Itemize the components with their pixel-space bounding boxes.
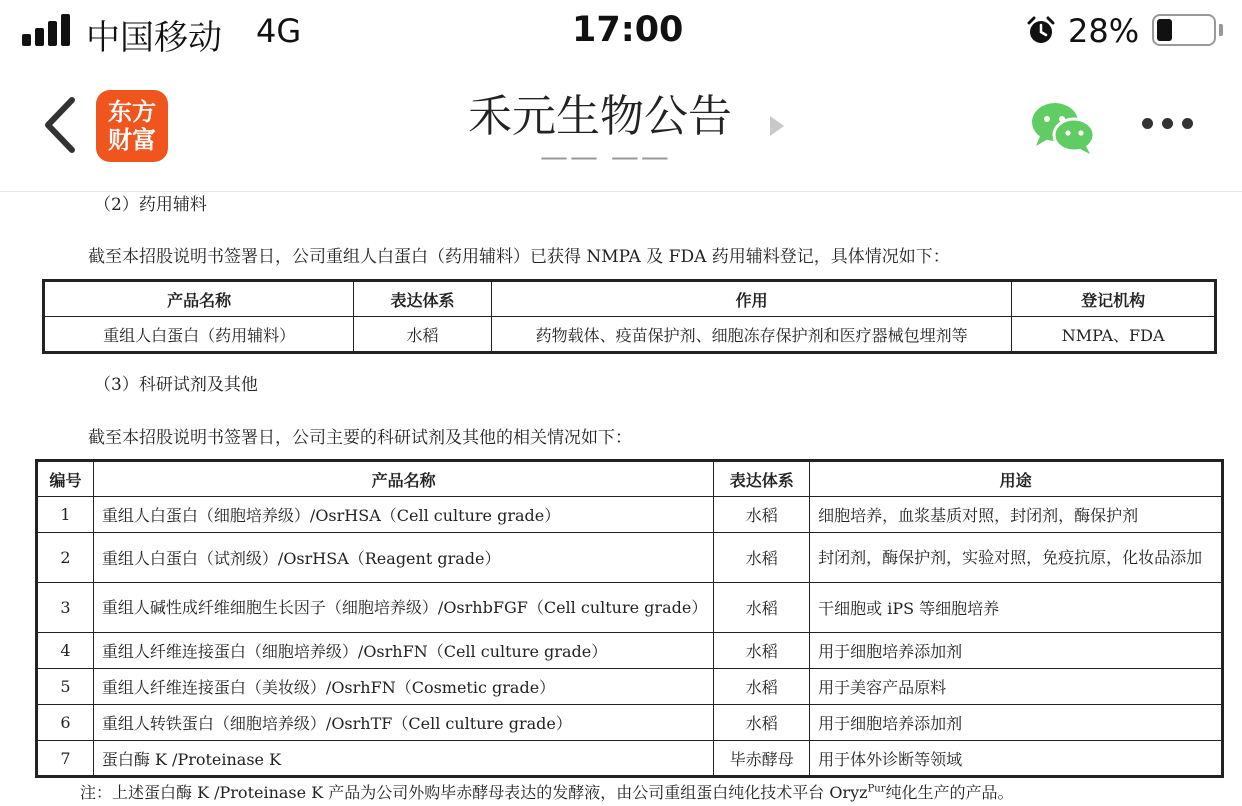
table-cell: 1 xyxy=(37,497,94,533)
table-cell: 重组人转铁蛋白（细胞培养级）/OsrhTF（Cell culture grade） xyxy=(93,705,713,741)
table-cell: 细胞培养，血浆基质对照，封闭剂，酶保护剂 xyxy=(810,497,1223,533)
table-header: 用途 xyxy=(810,461,1223,497)
table-cell: 重组人碱性成纤维细胞生长因子（细胞培养级）/OsrhbFGF（Cell culture grade） xyxy=(93,583,713,633)
table-cell: 水稻 xyxy=(714,533,810,583)
table-cell: 重组人白蛋白（细胞培养级）/OsrHSA（Cell culture grade） xyxy=(93,497,713,533)
table-cell: 3 xyxy=(37,583,94,633)
table-footnote xyxy=(80,780,1014,803)
table-cell: 重组人白蛋白（药用辅料） xyxy=(44,317,354,353)
status-time: 17:00 xyxy=(572,10,684,50)
table-header: 产品名称 xyxy=(93,461,713,497)
table-header-row xyxy=(37,461,1223,497)
table-cell: 重组人白蛋白（试剂级）/OsrHSA（Reagent grade） xyxy=(93,533,713,583)
more-options-icon[interactable] xyxy=(1140,114,1196,134)
table-cell: 水稻 xyxy=(354,317,492,353)
table-cell: NMPA、FDA xyxy=(1012,317,1216,353)
table-cell: 5 xyxy=(37,669,94,705)
footnote-superscript: Pur xyxy=(867,783,886,795)
table-row xyxy=(37,705,1223,741)
table-row xyxy=(37,533,1223,583)
status-bar xyxy=(0,0,1242,66)
table-cell: 用于细胞培养添加剂 xyxy=(810,705,1223,741)
page-subtitle: —— —— xyxy=(540,140,671,173)
table-row xyxy=(37,633,1223,669)
logo-line-2: 财富 xyxy=(108,125,156,154)
battery-fill xyxy=(1157,19,1172,41)
table-row xyxy=(37,741,1223,777)
table-cell: 用于细胞培养添加剂 xyxy=(810,633,1223,669)
table-cell: 水稻 xyxy=(714,669,810,705)
footnote-text: 注：上述蛋白酶 K /Proteinase K 产品为公司外购毕赤酵母表达的发酵液，由公司重组蛋白纯化技术平台 Oryz xyxy=(80,783,868,802)
table-header: 表达体系 xyxy=(354,281,492,317)
logo-line-1: 东方 xyxy=(108,97,156,126)
nav-bar xyxy=(0,66,1242,192)
table-header: 作用 xyxy=(491,281,1012,317)
table-cell: 7 xyxy=(37,741,94,777)
table-cell: 用于体外诊断等领域 xyxy=(810,741,1223,777)
table-header: 编号 xyxy=(37,461,94,497)
table-cell: 干细胞或 iPS 等细胞培养 xyxy=(810,583,1223,633)
table-cell: 用于美容产品原料 xyxy=(810,669,1223,705)
title-arrow-icon[interactable] xyxy=(770,116,784,136)
table-cell: 重组人纤维连接蛋白（美妆级）/OsrhFN（Cosmetic grade） xyxy=(93,669,713,705)
footnote-text-end: 纯化生产的产品。 xyxy=(885,783,1014,802)
table-header: 产品名称 xyxy=(44,281,354,317)
page-title[interactable]: 禾元生物公告 xyxy=(468,91,732,142)
section-intro-2: 截至本招股说明书签署日，公司重组人白蛋白（药用辅料）已获得 NMPA 及 FDA 药用辅料登记，具体情况如下： xyxy=(88,247,950,267)
table-cell: 4 xyxy=(37,633,94,669)
table-cell: 水稻 xyxy=(714,583,810,633)
excipient-table xyxy=(42,279,1217,354)
wechat-icon[interactable] xyxy=(1030,100,1096,156)
table-cell: 2 xyxy=(37,533,94,583)
table-cell: 水稻 xyxy=(714,705,810,741)
table-row xyxy=(37,497,1223,533)
battery-tip xyxy=(1219,24,1223,36)
document-body xyxy=(0,192,1242,806)
carrier-name: 中国移动 xyxy=(86,18,222,58)
table-header: 登记机构 xyxy=(1012,281,1216,317)
table-cell: 封闭剂，酶保护剂，实验对照，免疫抗原，化妆品添加 xyxy=(810,533,1223,583)
table-cell: 药物载体、疫苗保护剂、细胞冻存保护剂和医疗器械包埋剂等 xyxy=(491,317,1012,353)
table-cell: 重组人纤维连接蛋白（细胞培养级）/OsrhFN（Cell culture grade） xyxy=(93,633,713,669)
table-row xyxy=(37,669,1223,705)
battery-percent: 28% xyxy=(1068,12,1140,50)
table-cell: 水稻 xyxy=(714,633,810,669)
back-chevron-icon[interactable] xyxy=(40,96,80,154)
table-header: 表达体系 xyxy=(714,461,810,497)
table-header-row xyxy=(44,281,1216,317)
alarm-clock-icon xyxy=(1026,16,1056,46)
table-cell: 蛋白酶 K /Proteinase K xyxy=(93,741,713,777)
table-row xyxy=(44,317,1216,353)
section-heading-2: （2）药用辅料 xyxy=(94,195,207,215)
section-heading-3: （3）科研试剂及其他 xyxy=(94,375,258,395)
signal-strength-icon xyxy=(22,14,74,46)
table-cell: 6 xyxy=(37,705,94,741)
network-type: 4G xyxy=(256,12,302,50)
section-intro-3: 截至本招股说明书签署日，公司主要的科研试剂及其他的相关情况如下： xyxy=(88,428,632,448)
table-cell: 毕赤酵母 xyxy=(714,741,810,777)
table-row xyxy=(37,583,1223,633)
table-cell: 水稻 xyxy=(714,497,810,533)
battery-icon xyxy=(1152,14,1216,46)
eastmoney-logo[interactable] xyxy=(96,90,168,162)
research-reagents-table xyxy=(35,459,1224,778)
